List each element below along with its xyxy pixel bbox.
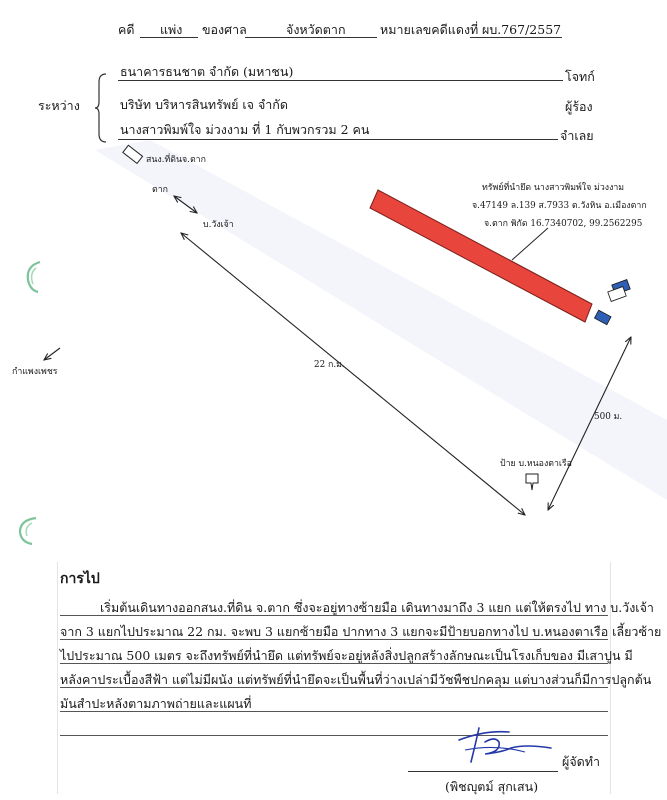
rule-1 [60,615,608,616]
directions-line-3: ไปประมาณ 500 เมตร จะถึงทรัพย์ที่นำยึด แต่ทรัพย์จะอยู่หลังสิ่งปลูกสร้างลักษณะเป็นโรงเก็บของ มีเสาปูน มี [60,648,633,663]
kamphaeng-phet-arrow [44,348,60,360]
signer-name: (พิชญุตม์ สุกเสน) [445,779,539,794]
plaintiff-role: โจทก์ [565,69,595,84]
court-name: จังหวัดตาก [286,22,346,37]
directions-title: การไป [60,571,100,587]
distance-22km-label: 22 ก.ม. [314,360,345,370]
defendant-name: นางสาวพิมพ์ใจ ม่วงงาม ที่ 1 กับพวกรวม 2 คน [120,122,370,137]
case-type: แพ่ง [160,22,183,37]
rule-2 [60,639,608,640]
plaintiff-name: ธนาคารธนชาต จำกัด (มหาชน) [120,64,294,79]
between-label: ระหว่าง [38,98,80,113]
land-office-label: สนง.ที่ดินจ.ตาก [146,155,206,165]
directions-line-1: เริ่มต้นเดินทางออกสนง.ที่ดิน จ.ตาก ซึ่งจะอยู่ทางซ้ายมือ เดินทางมาถึง 3 แยก แต่ให้ตรงไป ทาง บ.วังเจ้า [100,600,654,615]
tak-label: ตาก [152,185,168,195]
directions-line-2: จาก 3 แยกไปประมาณ 22 กม. จะพบ 3 แยกซ้ายมือ ปากทาง 3 แยกจะมีป้ายบอกทางไป บ.หนองตาเรือ เลี้ยวซ้าย [60,624,662,639]
building-white [608,287,626,302]
directions-line-4: หลังคาประเบื้องสีฟ้า แต่ไม่มีผนัง แต่ทรัพย์ที่นำยึดจะเป็นพื้นที่ว่างเปล่ามีวัชพืชปกคลุม แต่บางส่วนก็มีการปลูกต้น [60,672,652,687]
red-case-number: ผบ.767/2557 [482,22,562,37]
signpost-icon [526,474,538,490]
property-label-line2: จ.47149 ล.139 ส.7933 ต.วังหิน อ.เมืองตาก [472,201,647,211]
property-pointer [512,228,548,260]
rule-4 [60,687,608,688]
distance-500m-label: 500 ม. [594,412,623,422]
signature-underline [408,771,558,772]
arc-mark-icon [28,262,40,292]
signature-mark [455,722,555,768]
court-label: ของศาล [202,22,247,37]
property-label-line1: ทรัพย์ที่นำยึด นางสาวพิมพ์ใจ ม่วงงาม [482,183,625,193]
defendant-role: จำเลย [560,128,594,143]
signer-role: ผู้จัดทำ [562,754,601,769]
arc-mark-lower-icon [12,514,40,548]
petitioner-name: บริษัท บริหารสินทรัพย์ เจ จำกัด [120,97,288,112]
red-case-label: หมายเลขคดีแดงที่ [380,22,479,37]
case-label: คดี [118,22,135,37]
kamphaeng-phet-label: กำแพงเพชร [12,367,58,377]
building-small [594,310,611,325]
arc-mark-inner-icon [32,268,36,284]
rule-5 [60,711,608,712]
signpost-label: ป้าย บ.หนองตาเรือ [500,459,572,469]
petitioner-role: ผู้ร้อง [565,99,593,114]
wang-chao-label: บ.วังเจ้า [203,220,234,230]
property-label-line3: จ.ตาก พิกัด 16.7340702, 99.2562295 [484,219,643,229]
directions-line-5: มันสำปะหลังตามภาพถ่ายและแผนที่ [60,696,252,711]
rule-3 [60,663,608,664]
